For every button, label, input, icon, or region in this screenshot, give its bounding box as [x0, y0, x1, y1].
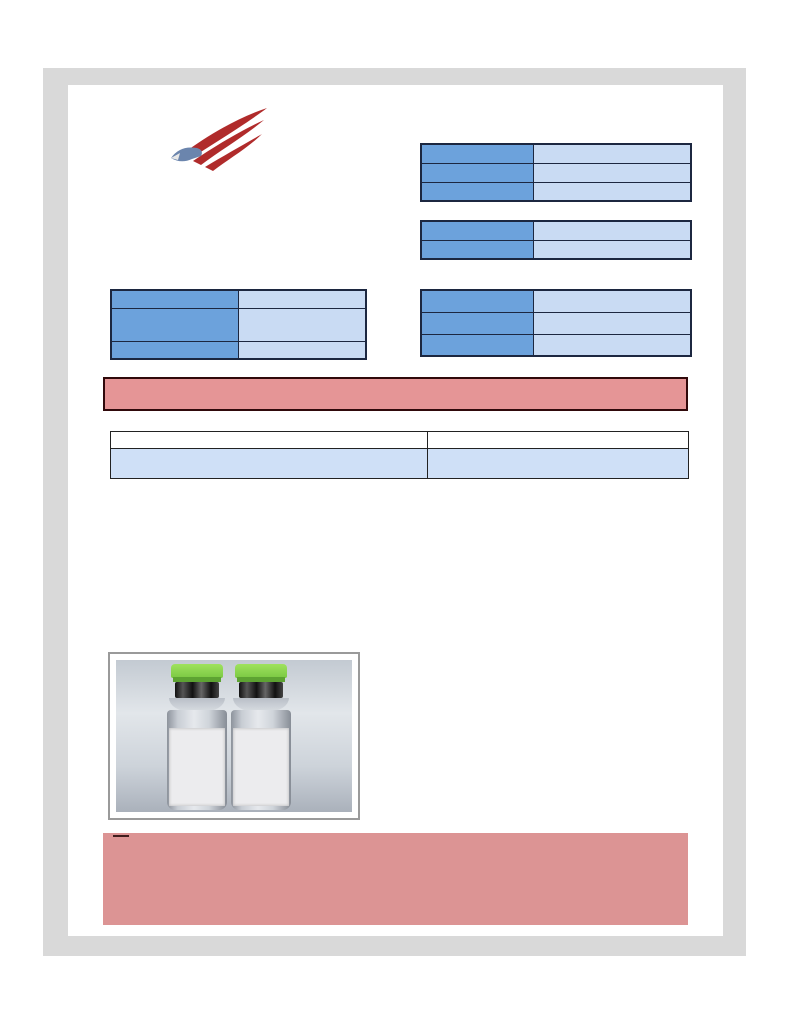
vial-label — [233, 728, 289, 806]
result-col-header — [428, 432, 689, 449]
table-row — [111, 290, 366, 308]
logo-block — [98, 107, 348, 201]
vial-photo-background — [116, 660, 352, 812]
vial-crimp-seal — [239, 682, 283, 698]
info-value — [533, 144, 691, 163]
vial-left — [166, 664, 228, 812]
chromatogram-svg — [95, 488, 720, 648]
lot-label — [421, 334, 533, 356]
info-label — [421, 163, 533, 182]
result-value — [428, 449, 689, 479]
info-label — [421, 182, 533, 201]
product-label — [111, 341, 238, 359]
chemist-signature — [113, 835, 129, 837]
vial-cap — [235, 664, 287, 678]
product-table — [110, 289, 367, 360]
product-vial-photo — [108, 652, 360, 820]
date-label — [421, 221, 533, 240]
product-value — [238, 341, 366, 359]
lot-label — [421, 290, 533, 312]
vial-cap — [171, 664, 223, 678]
mass-identification-table — [110, 431, 689, 479]
analysis-method-banner — [103, 377, 688, 411]
table-row — [421, 334, 691, 356]
vial-body — [231, 710, 291, 810]
vial-right — [230, 664, 292, 812]
info-label — [421, 144, 533, 163]
info-value — [533, 182, 691, 201]
table-row — [421, 221, 691, 240]
table-row — [421, 144, 691, 163]
lot-value — [533, 312, 691, 334]
product-value — [238, 290, 366, 308]
vial-body — [167, 710, 227, 810]
hplc-chromatogram-chart — [95, 488, 720, 648]
lot-value — [533, 290, 691, 312]
table-row — [421, 163, 691, 182]
accession-info-table — [420, 143, 692, 202]
table-row — [111, 432, 689, 449]
date-label — [421, 240, 533, 259]
vial-crimp-seal — [175, 682, 219, 698]
table-row — [421, 240, 691, 259]
lot-label — [421, 312, 533, 334]
product-label — [111, 308, 238, 341]
certificate-page — [68, 85, 723, 936]
eagle-flag-logo-icon — [163, 107, 283, 177]
table-row — [421, 290, 691, 312]
table-row — [111, 449, 689, 479]
product-label — [111, 290, 238, 308]
lot-value — [533, 334, 691, 356]
mass-spectrum-chart — [385, 648, 695, 820]
dates-table — [420, 220, 692, 260]
table-row — [421, 182, 691, 201]
lot-table — [420, 289, 692, 357]
date-value — [533, 221, 691, 240]
mass-id-value — [111, 449, 428, 479]
product-value — [238, 308, 366, 341]
mass-spectrum-svg — [385, 648, 695, 820]
date-value — [533, 240, 691, 259]
table-row — [111, 341, 366, 359]
mass-col-header — [111, 432, 428, 449]
info-value — [533, 163, 691, 182]
footer-signature-box — [103, 833, 688, 925]
table-row — [421, 312, 691, 334]
vial-label — [169, 728, 225, 806]
table-row — [111, 308, 366, 341]
